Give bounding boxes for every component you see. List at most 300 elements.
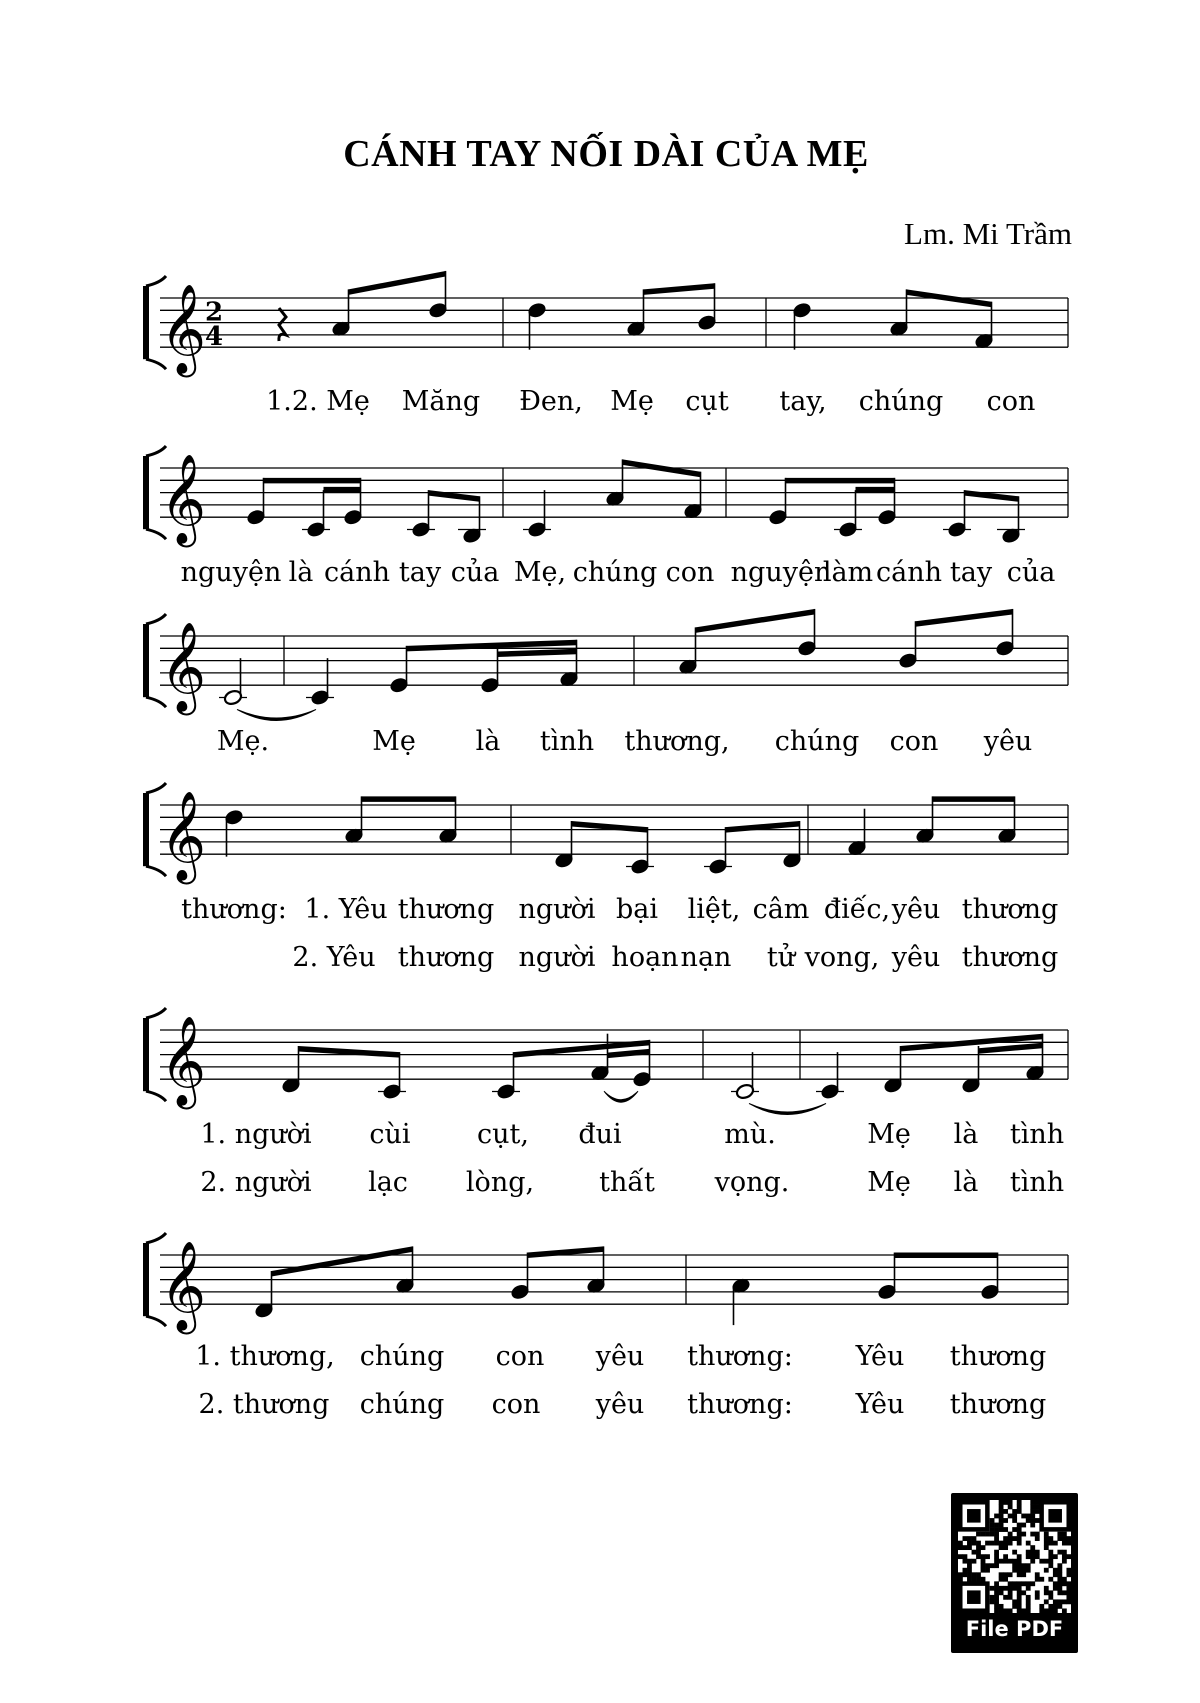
lyric-syllable: thương [949, 1389, 1047, 1420]
qr-module [958, 1545, 963, 1550]
qr-module [990, 1518, 995, 1523]
qr-module [1021, 1581, 1026, 1586]
qr-module [1003, 1500, 1008, 1505]
note-head [310, 689, 330, 706]
qr-module [1062, 1554, 1067, 1559]
qr-module [1017, 1559, 1022, 1564]
qr-module [1044, 1586, 1049, 1591]
qr-module [990, 1541, 995, 1546]
note-head [678, 658, 698, 675]
lyric-syllable: Măng [401, 386, 481, 417]
qr-module [1030, 1545, 1035, 1550]
qr-module [985, 1563, 990, 1568]
qr-module [1057, 1563, 1062, 1568]
qr-module [1021, 1608, 1026, 1613]
qr-code[interactable] [951, 1493, 1078, 1653]
qr-module [999, 1590, 1004, 1595]
qr-module [1048, 1563, 1053, 1568]
lyric-syllable: thương [949, 1341, 1047, 1372]
qr-module [1008, 1595, 1013, 1600]
qr-module [1012, 1509, 1017, 1514]
note-head [877, 1283, 897, 1300]
beam [362, 796, 456, 802]
qr-module [1012, 1536, 1017, 1541]
half-note-head [223, 689, 243, 706]
qr-module [1026, 1595, 1031, 1600]
beam [528, 1246, 604, 1258]
note-head [838, 521, 858, 538]
qr-module [1048, 1577, 1053, 1582]
qr-module [1017, 1527, 1022, 1532]
beam [572, 821, 648, 833]
note-head [510, 1283, 530, 1300]
qr-module [999, 1559, 1004, 1564]
note-head [586, 1277, 606, 1294]
lyric-syllable: mù. [724, 1119, 776, 1150]
qr-module [1066, 1541, 1071, 1546]
note-head [847, 839, 867, 856]
qr-module [1044, 1608, 1049, 1613]
qr-module [1039, 1559, 1044, 1564]
staff-system-4 [143, 783, 1068, 885]
lyric-syllable: của [450, 557, 500, 588]
qr-module [1017, 1608, 1022, 1613]
qr-module [1008, 1532, 1013, 1537]
bracket-top-hook [146, 276, 166, 286]
qr-module [1062, 1536, 1067, 1541]
beam [933, 796, 1015, 802]
qr-module [985, 1554, 990, 1559]
note-head [797, 640, 817, 657]
qr-module [1066, 1590, 1071, 1595]
qr-module [1035, 1577, 1040, 1582]
qr-module [1017, 1509, 1022, 1514]
lyric-syllable: là [953, 1119, 979, 1150]
qr-module [1053, 1541, 1058, 1546]
qr-module [972, 1572, 977, 1577]
qr-module [1012, 1599, 1017, 1604]
qr-module [985, 1568, 990, 1573]
note-head [626, 320, 646, 337]
qr-module [1030, 1550, 1035, 1555]
tie [604, 1091, 638, 1102]
beam [895, 1253, 998, 1259]
lyric-syllable: Yêu [855, 1341, 905, 1372]
beam [299, 1046, 400, 1058]
qr-module [994, 1559, 999, 1564]
lyric-syllable: lòng, [465, 1167, 535, 1198]
lyric-syllable: đui [578, 1119, 622, 1150]
system-bracket [143, 456, 149, 529]
qr-module [1017, 1581, 1022, 1586]
qr-module [1062, 1577, 1067, 1582]
qr-module [1030, 1559, 1035, 1564]
note-head [590, 1064, 610, 1081]
qr-module [967, 1577, 972, 1582]
qr-module [1017, 1541, 1022, 1546]
qr-module [1008, 1536, 1013, 1541]
qr-module [981, 1559, 986, 1564]
note-head [462, 527, 482, 544]
system-bracket [143, 624, 149, 697]
qr-module [1057, 1532, 1062, 1537]
qr-module [1021, 1532, 1026, 1537]
qr-module [999, 1509, 1004, 1514]
half-note-head [735, 1083, 755, 1100]
note-head [708, 858, 728, 875]
lyric-syllable: nguyện [730, 557, 832, 588]
qr-module [967, 1563, 972, 1568]
note-head [480, 677, 500, 694]
qr-module [1035, 1554, 1040, 1559]
note-head [683, 502, 703, 519]
lyric-syllable: tình [539, 726, 595, 757]
beam [786, 478, 895, 484]
lyric-syllable: tình [1009, 1167, 1065, 1198]
qr-module [1026, 1568, 1031, 1573]
beam [514, 1040, 650, 1058]
bracket-top-hook [146, 783, 166, 793]
note-head [438, 827, 458, 844]
qr-module [1053, 1604, 1058, 1609]
qr-module [1048, 1608, 1053, 1613]
qr-module [1044, 1541, 1049, 1546]
note-head [1025, 1064, 1045, 1081]
qr-module [1062, 1559, 1067, 1564]
qr-module [985, 1541, 990, 1546]
qr-module [1026, 1550, 1031, 1555]
note-head [395, 1277, 415, 1294]
qr-module [994, 1527, 999, 1532]
qr-module [1026, 1541, 1031, 1546]
qr-module [1012, 1568, 1017, 1573]
lyric-syllable: làm [822, 557, 874, 588]
qr-module [963, 1554, 968, 1559]
lyric-syllable: 1. Yêu [304, 894, 388, 925]
composer-name: Lm. Mi Trầm [904, 216, 1072, 251]
lyric-syllable: 2. người [200, 1167, 312, 1198]
lyric-syllable: thương, [624, 726, 730, 757]
secondary-beam [608, 1049, 650, 1058]
staff-system-3 [143, 609, 1068, 716]
qr-module [1057, 1550, 1062, 1555]
qr-module [1003, 1572, 1008, 1577]
qr-module [1030, 1581, 1035, 1586]
qr-module [1003, 1608, 1008, 1613]
beam [696, 609, 815, 633]
qr-module [1035, 1590, 1040, 1595]
qr-module [1003, 1577, 1008, 1582]
note-head [782, 852, 802, 869]
qr-module [994, 1554, 999, 1559]
qr-module [1066, 1554, 1071, 1559]
qr-module [972, 1536, 977, 1541]
note-head [428, 302, 448, 319]
qr-finder-center [967, 1590, 981, 1604]
qr-module [994, 1608, 999, 1613]
qr-module [994, 1523, 999, 1528]
qr-module [1008, 1572, 1013, 1577]
lyric-syllable: tay [949, 557, 993, 588]
note-head [411, 521, 431, 538]
lyric-syllable: điếc, [823, 894, 891, 925]
qr-module [1039, 1604, 1044, 1609]
qr-module [1008, 1559, 1013, 1564]
qr-module [990, 1523, 995, 1528]
lyric-syllable: thương [397, 942, 495, 973]
secondary-beam [979, 1043, 1043, 1054]
qr-module [967, 1536, 972, 1541]
qr-module [958, 1577, 963, 1582]
qr-module [981, 1568, 986, 1573]
note-head [697, 314, 717, 331]
qr-module [967, 1545, 972, 1550]
treble-clef-icon: 𝄞 [160, 1241, 207, 1332]
bracket-bottom-hook [146, 866, 166, 876]
qr-module [1057, 1586, 1062, 1591]
qr-module [1044, 1559, 1049, 1564]
qr-module [1008, 1500, 1013, 1505]
lyric-syllable: 1. thương, [195, 1341, 335, 1372]
qr-finder-center [967, 1509, 981, 1523]
note-head [961, 1077, 981, 1094]
qr-module [990, 1532, 995, 1537]
lyric-syllable: yêu [983, 726, 1033, 757]
beam [901, 1034, 1043, 1052]
qr-module [1066, 1599, 1071, 1604]
qr-module [972, 1541, 977, 1546]
qr-module [1012, 1514, 1017, 1519]
lyric-syllable: tay, [779, 386, 827, 417]
qr-module [1048, 1595, 1053, 1600]
qr-module [976, 1572, 981, 1577]
qr-module [967, 1541, 972, 1546]
qr-module [1035, 1550, 1040, 1555]
qr-module [1035, 1505, 1040, 1510]
qr-module [1030, 1500, 1035, 1505]
qr-module [1030, 1518, 1035, 1523]
tie [237, 710, 316, 721]
qr-module [990, 1586, 995, 1591]
qr-module [1021, 1514, 1026, 1519]
qr-module [1012, 1581, 1017, 1586]
lyric-syllable: thất [599, 1167, 655, 1198]
qr-module [1062, 1532, 1067, 1537]
staff-system-6 [143, 1233, 1068, 1335]
qr-module [1053, 1608, 1058, 1613]
qr-module [1017, 1604, 1022, 1609]
lyric-syllable: Mẹ [372, 726, 416, 757]
qr-module [1012, 1550, 1017, 1555]
note-head [1001, 527, 1021, 544]
bracket-bottom-hook [146, 529, 166, 539]
qr-module [981, 1545, 986, 1550]
treble-clef-icon: 𝄞 [160, 622, 207, 713]
tie [749, 1104, 826, 1115]
note-head [246, 509, 266, 526]
qr-module [1057, 1577, 1062, 1582]
qr-module [972, 1577, 977, 1582]
qr-module [1021, 1523, 1026, 1528]
qr-module [985, 1532, 990, 1537]
qr-module [999, 1527, 1004, 1532]
qr-module [1057, 1572, 1062, 1577]
qr-module [1030, 1523, 1035, 1528]
qr-module [1035, 1509, 1040, 1514]
qr-module [1035, 1500, 1040, 1505]
note-head [632, 1071, 652, 1088]
lyric-syllable: tay [398, 557, 442, 588]
qr-module [963, 1545, 968, 1550]
qr-module [994, 1550, 999, 1555]
qr-module [1066, 1572, 1071, 1577]
staff-system-1 [143, 271, 1068, 378]
treble-clef-icon: 𝄞 [160, 1016, 207, 1107]
qr-module [1057, 1590, 1062, 1595]
qr-module [981, 1577, 986, 1582]
qr-module [1062, 1581, 1067, 1586]
lyric-syllable: 2. Yêu [292, 942, 376, 973]
qr-module [1012, 1559, 1017, 1564]
treble-clef-icon: 𝄞 [160, 284, 207, 375]
qr-module [1044, 1536, 1049, 1541]
qr-module [1003, 1518, 1008, 1523]
qr-module [1017, 1586, 1022, 1591]
qr-module [963, 1536, 968, 1541]
qr-module [1039, 1608, 1044, 1613]
beam [907, 289, 992, 307]
note-head [224, 809, 244, 826]
qr-module [1066, 1595, 1071, 1600]
qr-module [994, 1532, 999, 1537]
beam [407, 640, 577, 652]
qr-module [1057, 1604, 1062, 1609]
lyric-syllable: lạc [368, 1167, 408, 1198]
lyric-syllable: thương: [181, 894, 287, 925]
lyric-syllable: con [986, 386, 1036, 417]
qr-module [1008, 1590, 1013, 1595]
lyric-syllable: yêu [891, 942, 941, 973]
qr-module [990, 1527, 995, 1532]
qr-module [1048, 1604, 1053, 1609]
qr-module [994, 1586, 999, 1591]
staff-system-5 [143, 1008, 1068, 1110]
note-head [915, 827, 935, 844]
note-head [254, 1302, 274, 1319]
song-title: CÁNH TAY NỐI DÀI CỦA MẸ [343, 133, 869, 175]
qr-module [1030, 1509, 1035, 1514]
lyric-syllable: hoạn [611, 942, 679, 973]
qr-module [1057, 1568, 1062, 1573]
staff-system-2 [143, 446, 1068, 548]
qr-module [990, 1563, 995, 1568]
qr-module [1012, 1586, 1017, 1591]
qr-module [1017, 1523, 1022, 1528]
qr-module [1017, 1590, 1022, 1595]
lyric-syllable: Mẹ. [216, 726, 270, 757]
time-signature-bottom: 4 [204, 322, 224, 353]
note-head [527, 521, 547, 538]
qr-module [999, 1586, 1004, 1591]
qr-module [1012, 1518, 1017, 1523]
qr-module [1012, 1527, 1017, 1532]
lyric-syllable: cụt, [477, 1119, 529, 1150]
qr-module [1057, 1599, 1062, 1604]
qr-module [994, 1514, 999, 1519]
lyric-syllable: cụt [685, 386, 729, 417]
qr-module [999, 1541, 1004, 1546]
qr-module [1048, 1541, 1053, 1546]
note-head [605, 490, 625, 507]
qr-module [1030, 1554, 1035, 1559]
lyric-syllable: con [495, 1341, 545, 1372]
qr-module [976, 1554, 981, 1559]
bracket-top-hook [146, 614, 166, 624]
qr-module [1053, 1586, 1058, 1591]
qr-module [1017, 1554, 1022, 1559]
bracket-top-hook [146, 1008, 166, 1018]
qr-code-icon [958, 1500, 1071, 1613]
treble-clef-icon: 𝄞 [160, 791, 207, 882]
qr-module [994, 1536, 999, 1541]
lyric-syllable: cánh [876, 557, 942, 588]
qr-module [1035, 1595, 1040, 1600]
note-head [889, 320, 909, 337]
treble-clef-icon: 𝄞 [160, 454, 207, 545]
qr-module [958, 1541, 963, 1546]
qr-module [1021, 1572, 1026, 1577]
qr-module [1026, 1608, 1031, 1613]
qr-module [1017, 1572, 1022, 1577]
lyric-syllable: vong, [804, 942, 880, 973]
qr-module [976, 1532, 981, 1537]
qr-module [999, 1572, 1004, 1577]
qr-module [1026, 1604, 1031, 1609]
beam [726, 821, 800, 833]
lyric-syllable: con [665, 557, 715, 588]
lyric-syllable: là [475, 726, 501, 757]
qr-module [1026, 1586, 1031, 1591]
qr-module [1062, 1608, 1067, 1613]
qr-module [1017, 1595, 1022, 1600]
qr-module [1057, 1581, 1062, 1586]
note-head [496, 1083, 516, 1100]
qr-module [1012, 1604, 1017, 1609]
note-head [344, 827, 364, 844]
qr-module [990, 1595, 995, 1600]
lyric-syllable: là [953, 1167, 979, 1198]
beam [623, 459, 701, 477]
qr-module [994, 1581, 999, 1586]
beam [916, 609, 1013, 627]
note-head [883, 1077, 903, 1094]
note-head [947, 521, 967, 538]
lyric-syllable: là [288, 557, 314, 588]
qr-module [1003, 1595, 1008, 1600]
lyric-syllable: nguyện [180, 557, 282, 588]
lyric-syllable: chúng [774, 726, 860, 757]
qr-module [1003, 1545, 1008, 1550]
lyric-syllable: thương [961, 942, 1059, 973]
qr-module [1026, 1563, 1031, 1568]
note-head [980, 1283, 1000, 1300]
qr-module [1035, 1532, 1040, 1537]
lyric-syllable: thương: [687, 1389, 793, 1420]
qr-module [1048, 1590, 1053, 1595]
qr-module [1048, 1559, 1053, 1564]
qr-module [1062, 1599, 1067, 1604]
qr-module [1017, 1500, 1022, 1505]
